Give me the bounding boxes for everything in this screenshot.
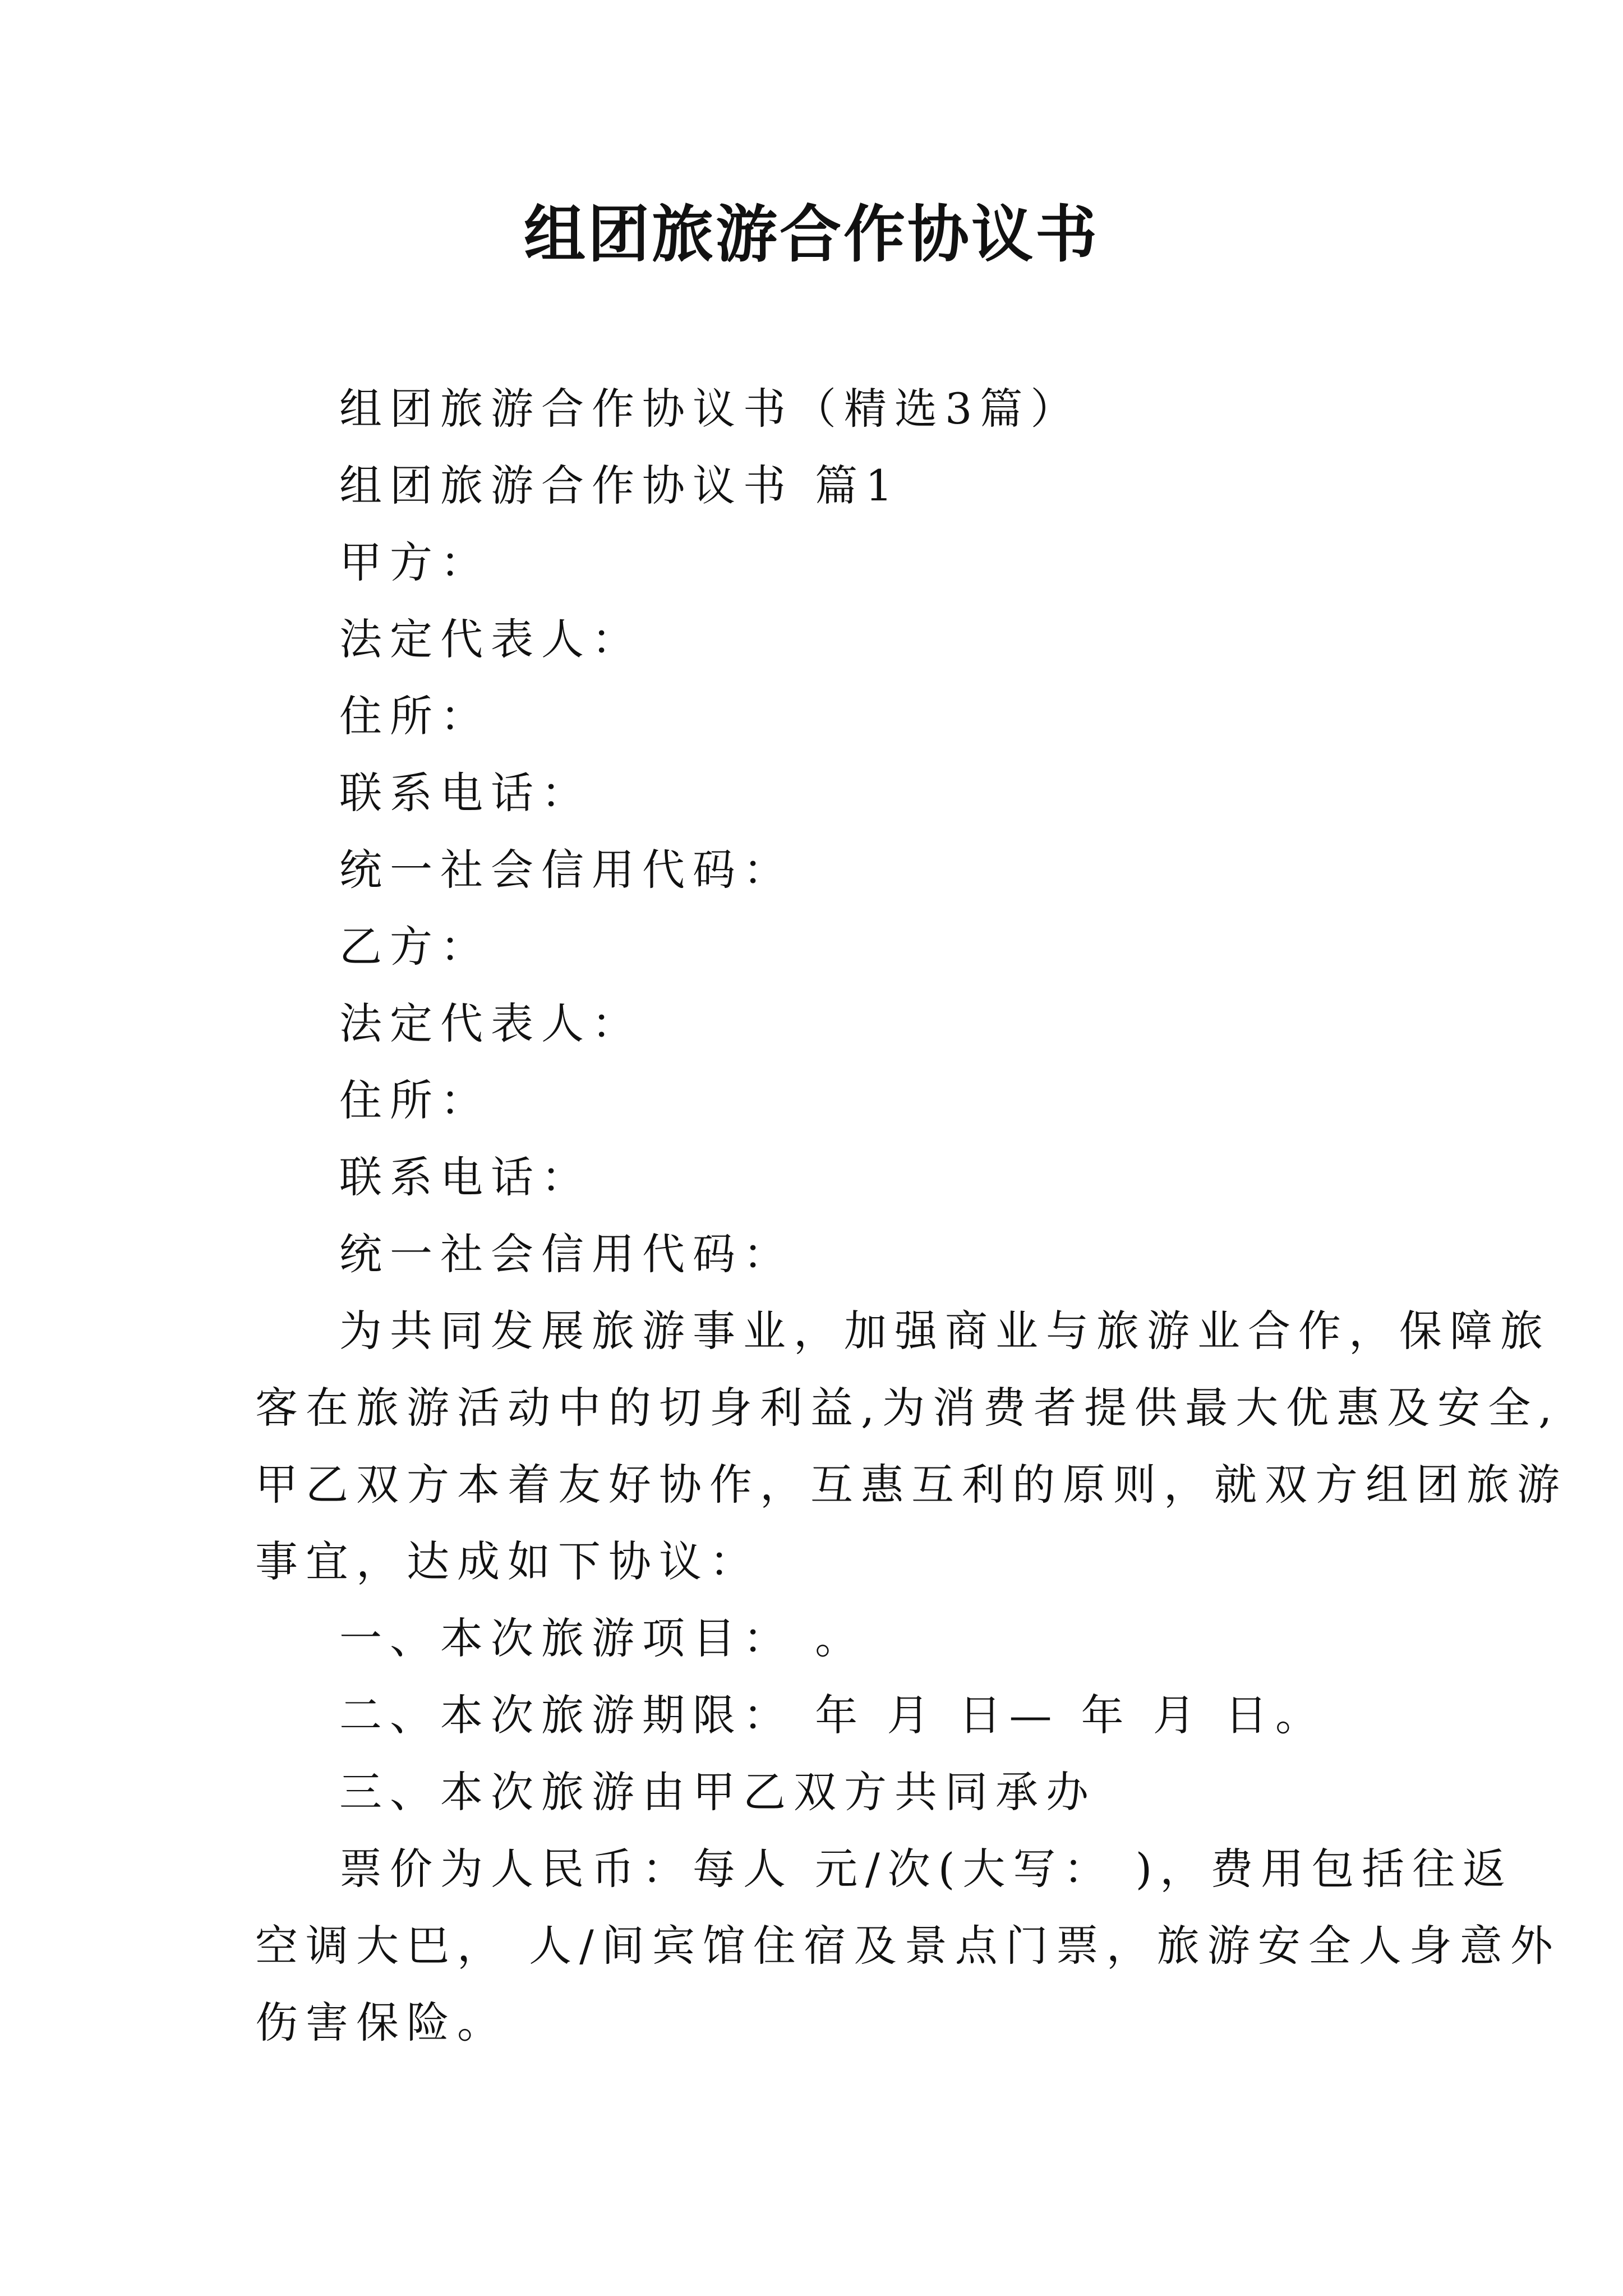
body-line: 一、本次旅游项目： 。 — [339, 1613, 866, 1663]
body-line: 票价为人民币：每人 元/次(大写： )，费用包括往返 — [339, 1844, 1514, 1894]
document-title: 组团旅游合作协议书 — [524, 198, 1099, 270]
body-line: 事宜，达成如下协议： — [255, 1536, 760, 1586]
body-line: 统一社会信用代码： — [339, 845, 794, 895]
body-line: 组团旅游合作协议书 篇1 — [339, 461, 901, 510]
body-line: 住所： — [339, 1075, 491, 1125]
body-line: 为共同发展旅游事业，加强商业与旅游业合作，保障旅 — [339, 1306, 1551, 1356]
body-line: 联系电话： — [339, 1152, 592, 1202]
body-line: 甲乙双方本着友好协作，互惠互利的原则，就双方组团旅游 — [255, 1460, 1567, 1510]
body-line: 法定代表人： — [339, 614, 642, 664]
body-line: 空调大巴， 人/间宾馆住宿及景点门票，旅游安全人身意外 — [255, 1921, 1561, 1971]
document-body — [255, 370, 1567, 2061]
body-line: 伤害保险。 — [255, 1998, 508, 2047]
body-line: 法定代表人： — [339, 999, 642, 1048]
body-line: 甲方： — [339, 537, 491, 587]
body-line: 客在旅游活动中的切身利益,为消费者提供最大优惠及安全, — [255, 1383, 1560, 1433]
body-line: 联系电话： — [339, 768, 592, 818]
body-line: 统一社会信用代码： — [339, 1229, 794, 1279]
body-line: 组团旅游合作协议书（精选3篇） — [339, 384, 1081, 434]
body-line: 住所： — [339, 691, 491, 741]
body-line: 乙方： — [339, 922, 491, 972]
body-line: 二、本次旅游期限： 年 月 日— 年 月 日。 — [339, 1690, 1326, 1740]
body-line: 三、本次旅游由甲乙双方共同承办 — [339, 1767, 1096, 1817]
